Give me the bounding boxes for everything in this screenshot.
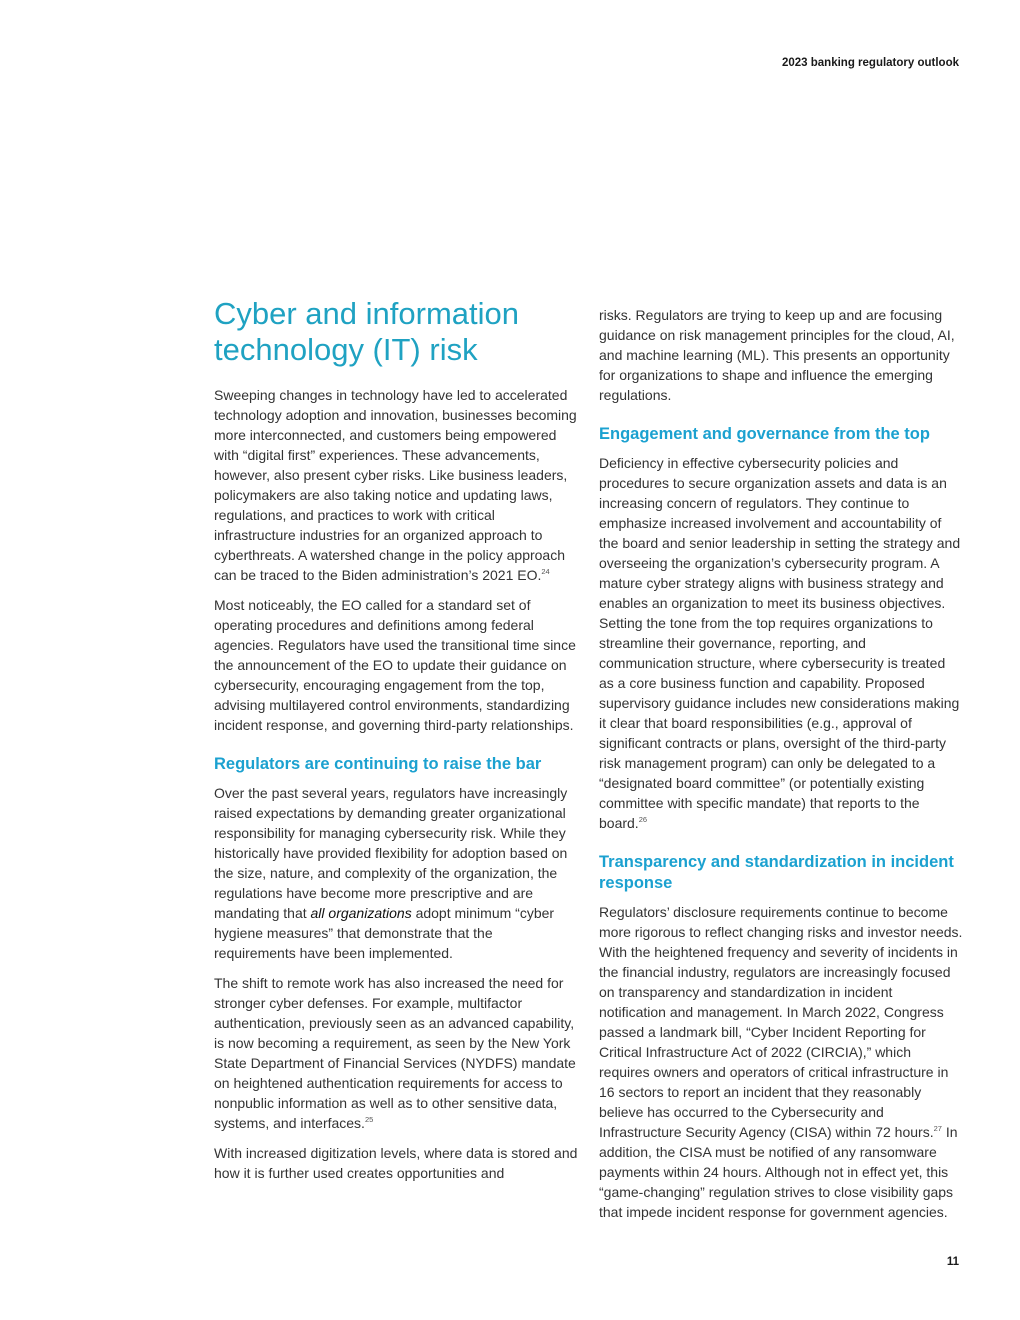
raise-bar-paragraph-3: With increased digitization levels, where data is stored and how it is further used creates opportunities and	[214, 1145, 578, 1181]
raise-bar-paragraph-1-text-b: adopt minimum “cyber hygiene measures” that demonstrate that the requirements have been implemented.	[214, 905, 555, 961]
raise-bar-paragraph-2	[214, 973, 578, 1133]
footnote-ref-25: 25	[364, 1115, 374, 1124]
intro-paragraph-2: Most noticeably, the EO called for a standard set of operating procedures and definitions among federal agencies. Regulators have used the transitional time since the announcement of the EO to update their guidance on cybersecurity, encouraging engagement from the top, advising multilayered control environments, standardizing incident response, and governing third-party relationships.	[214, 597, 576, 733]
heading-transparency-standardization: Transparency and standardization in incident response	[599, 853, 954, 892]
footnote-ref-27: 27	[933, 1124, 942, 1133]
running-header-title: 2023 banking regulatory outlook	[781, 57, 959, 69]
transparency-paragraph-1-text-b: In addition, the CISA must be notified of any ransomware payments within 24 hours. Although not in effect yet, this “game-changing” regulation strives to close visibility gaps that impede incident response for government agencies.	[599, 1124, 958, 1220]
intro-paragraph-1-text: Sweeping changes in technology have led to accelerated technology adoption and innovation, businesses becoming more interconnected, and customers being empowered with “digital first” experiences. These advancements, however, also present cyber risks. Like business leaders, policymakers are also taking notice and updating laws, regulations, and practices to work with critical infrastructure industries for an organized approach to cyberthreats. A watershed change in the policy approach can be traced to the Biden administration’s 2021 EO.	[214, 387, 577, 583]
section-title	[214, 296, 578, 368]
raise-bar-paragraph-1	[214, 783, 578, 963]
intro-paragraph-1	[214, 385, 578, 585]
transparency-paragraph-1	[599, 902, 963, 1222]
transparency-paragraph-1-text-a: Regulators’ disclosure requirements continue to become more rigorous to reflect changing risks and investor needs. With the heightened frequency and severity of incidents in the financial industry, regulators are increasingly focused on transparency and standardization in incident notification and management. In March 2022, Congress passed a landmark bill, “Cyber Incident Reporting for Critical Infrastructure Act of 2022 (CIRCIA),” which requires owners and operators of critical infrastructure in 16 sectors to report an incident that they reasonably believe has occurred to the Cybersecurity and Infrastructure Security Agency (CISA) within 72 hours.	[599, 904, 963, 1140]
heading-engagement-governance: Engagement and governance from the top	[599, 425, 930, 443]
page-number: 11	[946, 1256, 959, 1268]
governance-paragraph-1-text: Deficiency in effective cybersecurity policies and procedures to secure organization assets and data is an increasing concern of regulators. They continue to emphasize increased involvement and accountability of the board and senior leadership in setting the strategy and overseeing the organization’s cybersecurity program. A mature cyber strategy aligns with business strategy and enables an organization to meet its business objectives. Setting the tone from the top requires organizations to streamline their governance, reporting, and communication structure, where cybersecurity is treated as a core business function and capability. Proposed supervisory guidance includes new considerations making it clear that board responsibilities (e.g., approval of significant contracts or plans, oversight of the third-party risk management program) can only be delegated to a “designated board committee” (or potentially existing committee with specific mandate) that reports to the board.	[599, 455, 961, 831]
left-column	[214, 296, 578, 1193]
governance-paragraph-1	[599, 453, 963, 833]
footnote-ref-24: 24	[541, 567, 550, 576]
section-title-line-2: technology (IT) risk	[214, 332, 478, 367]
emphasis-all-organizations: all organizations	[310, 905, 412, 921]
footnote-ref-26: 26	[638, 815, 648, 824]
raise-bar-paragraph-3-continued: risks. Regulators are trying to keep up and are focusing guidance on risk management principles for the cloud, AI, and machine learning (ML). This presents an opportunity for organizations to shape and influence the emerging regulations.	[599, 307, 955, 403]
right-column	[599, 305, 963, 1232]
section-title-line-1: Cyber and information	[214, 296, 519, 331]
raise-bar-paragraph-2-text: The shift to remote work has also increased the need for stronger cyber defenses. For example, multifactor authentication, previously seen as an advanced capability, is now becoming a requirement, as seen by the New York State Department of Financial Services (NYDFS) mandate on heightened authentication requirements for access to nonpublic information as well as to other sensitive data, systems, and interfaces.	[214, 975, 576, 1131]
heading-raise-the-bar: Regulators are continuing to raise the bar	[214, 755, 542, 773]
raise-bar-paragraph-1-text-a: Over the past several years, regulators have increasingly raised expectations by demanding greater organizational responsibility for managing cybersecurity risk. While they historically have provided flexibility for adoption based on the size, nature, and complexity of the organization, the regulations have become more prescriptive and are mandating that	[214, 785, 568, 921]
